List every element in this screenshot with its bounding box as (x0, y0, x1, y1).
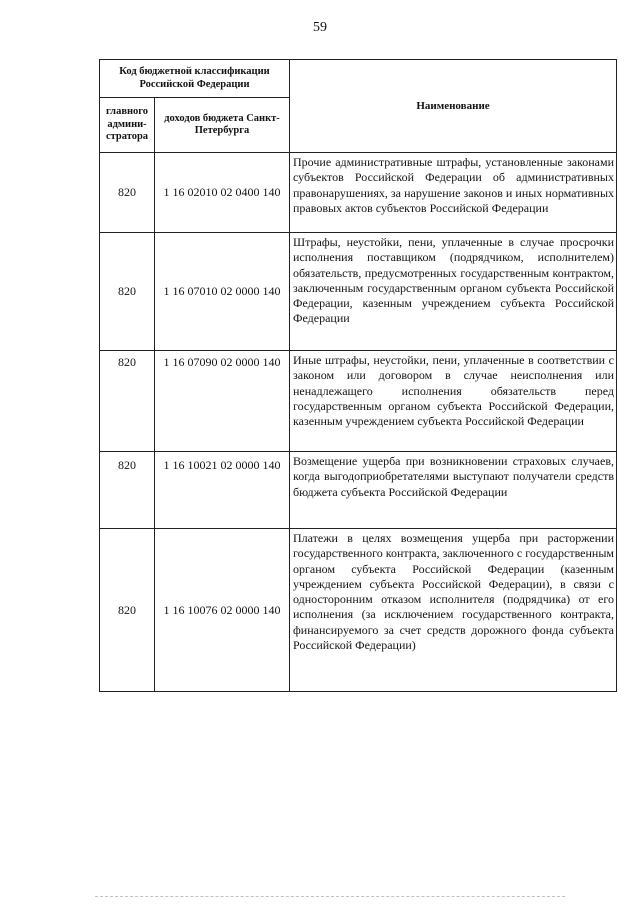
admin-code-cell: 820 (100, 233, 155, 351)
name-cell (290, 153, 617, 233)
admin-code-cell: 820 (100, 153, 155, 233)
table-row (100, 233, 617, 351)
scan-footer-marks (95, 896, 565, 899)
name-cell (290, 529, 617, 692)
name-cell (290, 233, 617, 351)
header-code-group: Код бюджетной классификации Российской Федерации (100, 60, 290, 98)
header-name: Наименование (290, 60, 617, 153)
budget-classification-table (99, 59, 617, 692)
income-code-cell: 1 16 07090 02 0000 140 (155, 351, 290, 452)
table-row (100, 452, 617, 529)
admin-code-cell: 820 (100, 529, 155, 692)
name-text: Штрафы, неустойки, пени, уплаченные в случае просрочки исполнения поставщиком (подрядчиком, исполнителем) обязательств, предусмотренных государственным контрактом, заключенным государственным органом субъекта Российской Федерации, казенным учреждением субъекта Российской Федерации (293, 235, 614, 326)
name-cell (290, 452, 617, 529)
name-text: Иные штрафы, неустойки, пени, уплаченные в соответствии с законом или договором в случае неисполнения или ненадлежащего исполнения обязательств перед государственным органом субъекта Российской Федерации, казенным учреждением субъекта Российской Федерации (293, 353, 614, 429)
table-header-row (100, 60, 617, 98)
income-code-cell: 1 16 02010 02 0400 140 (155, 153, 290, 233)
income-code-cell: 1 16 07010 02 0000 140 (155, 233, 290, 351)
income-code-cell: 1 16 10021 02 0000 140 (155, 452, 290, 529)
table-row (100, 153, 617, 233)
table-row (100, 529, 617, 692)
income-code-cell: 1 16 10076 02 0000 140 (155, 529, 290, 692)
admin-code-cell: 820 (100, 452, 155, 529)
header-income-code: доходов бюджета Санкт-Петербурга (155, 98, 290, 153)
table-row (100, 351, 617, 452)
admin-code-cell: 820 (100, 351, 155, 452)
name-cell (290, 351, 617, 452)
header-admin-code: главного админи-стратора (100, 98, 155, 153)
name-text: Платежи в целях возмещения ущерба при расторжении государственного контракта, заключенного с государственным органом субъекта Российской Федерации (казенным учреждением субъекта Российской Федерации), в связи с односторонним отказом исполнителя (подрядчика) от его исполнения (за исключением государственного контракта, финансируемого за счет средств дорожного фонда субъекта Российской Федерации) (293, 531, 614, 653)
name-text: Прочие административные штрафы, установленные законами субъектов Российской Федерации об административных правонарушениях, за нарушение законов и иных нормативных правовых актов субъектов Российской Федерации (293, 155, 614, 215)
page-number: 59 (313, 20, 327, 35)
name-text: Возмещение ущерба при возникновении страховых случаев, когда выгодоприобретателями выступают получатели средств бюджета субъекта Российской Федерации (293, 454, 614, 499)
